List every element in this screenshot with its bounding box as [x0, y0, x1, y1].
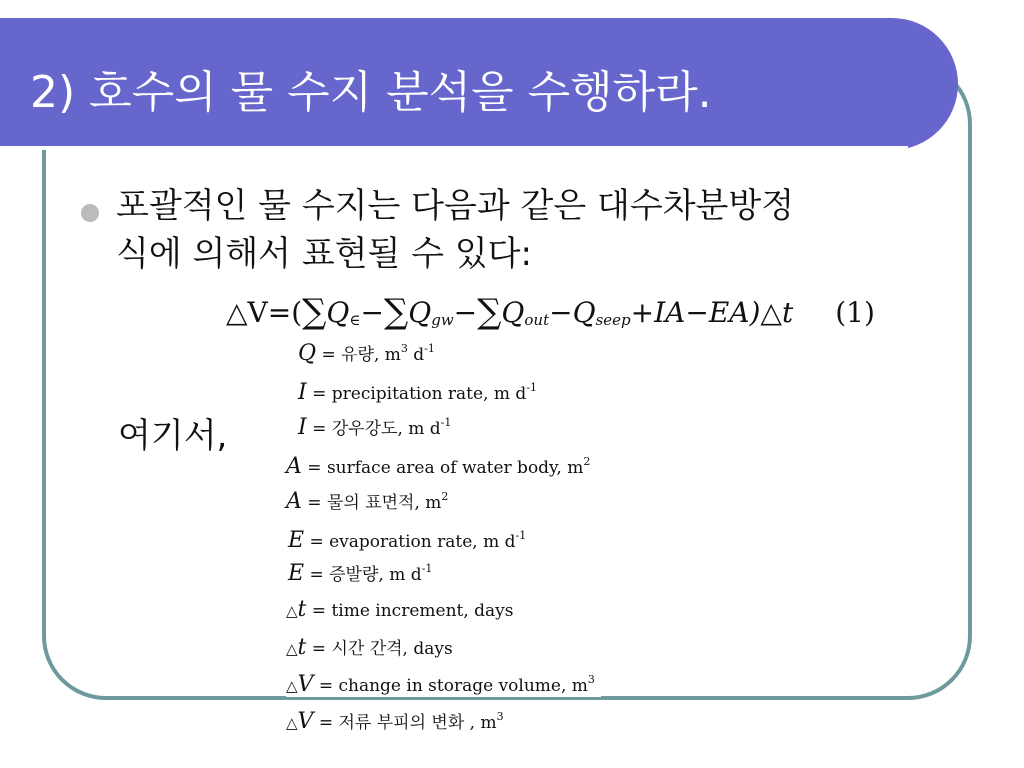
- bullet-line-2: 식에 의해서 표현될 수 있다:: [116, 234, 532, 274]
- definition-row: [286, 672, 601, 697]
- variable-symbol: Q: [298, 341, 317, 366]
- definition-unit: d: [407, 345, 425, 365]
- unit-exponent: -1: [421, 562, 433, 575]
- title-underline: [0, 146, 908, 150]
- definition-text: = 물의 표면적, m: [301, 493, 442, 513]
- q-seep-subscript: seep: [595, 311, 631, 329]
- equation-lhs: △V=(: [226, 295, 303, 329]
- delta-symbol: △: [286, 640, 298, 658]
- definition-text: = 유량, m: [316, 345, 401, 365]
- definition-text: = change in storage volume, m: [313, 676, 588, 696]
- variable-symbol: I: [298, 415, 307, 440]
- sum-symbol: ∑: [383, 292, 409, 332]
- variable-symbol: E: [288, 528, 305, 553]
- unit-exponent: 3: [400, 342, 408, 355]
- minus-sign: −: [453, 295, 478, 329]
- variable-symbol: A: [286, 454, 302, 479]
- unit-exponent: -1: [515, 529, 527, 542]
- definition-text: = time increment, days: [306, 601, 514, 621]
- title-bar: [0, 18, 958, 150]
- variable-symbol: V: [297, 672, 314, 697]
- unit-exponent: 3: [587, 673, 595, 686]
- unit-exponent: -1: [424, 342, 435, 355]
- minus-sign: −: [360, 295, 384, 329]
- sum-symbol: ∑: [302, 292, 327, 332]
- unit-exponent: 3: [496, 710, 504, 723]
- definition-row: [298, 340, 441, 366]
- definition-row: [286, 708, 510, 734]
- variable-symbol: A: [286, 489, 302, 514]
- definition-row: [286, 454, 596, 479]
- unit-exponent: -1: [526, 381, 538, 394]
- definition-text: = 저류 부피의 변화 , m: [313, 713, 497, 733]
- minus-sign: −: [549, 295, 573, 329]
- definition-text: = evaporation rate, m d: [304, 532, 516, 552]
- variable-symbol: E: [288, 561, 305, 586]
- definition-row: [286, 597, 520, 622]
- equation-number: (1): [835, 295, 875, 329]
- variable-symbol: V: [297, 709, 314, 734]
- delta-symbol: △: [286, 602, 298, 620]
- slide-title: 2) 호수의 물 수지 분석을 수행하라.: [30, 67, 712, 118]
- definition-row: [286, 634, 459, 660]
- definition-row: [298, 414, 457, 440]
- delta-symbol: △: [286, 677, 298, 695]
- variable-symbol: t: [297, 635, 307, 660]
- bullet-text: [116, 182, 956, 278]
- variable-symbol: I: [298, 380, 307, 405]
- delta-symbol: △: [286, 714, 298, 732]
- unit-exponent: 2: [441, 490, 449, 503]
- water-balance-equation: [226, 288, 875, 336]
- q-symbol: Q: [501, 295, 525, 329]
- definition-row: [288, 528, 532, 553]
- definition-row: [286, 488, 454, 514]
- definition-row: [288, 560, 438, 586]
- definition-text: = precipitation rate, m d: [306, 384, 527, 404]
- definition-text: = 증발량, m d: [304, 565, 422, 585]
- bullet-icon: [81, 204, 99, 222]
- variable-symbol: t: [297, 597, 307, 622]
- q-symbol: Q: [326, 295, 350, 329]
- unit-exponent: -1: [440, 416, 452, 429]
- sum-symbol: ∑: [477, 292, 502, 332]
- q-gw-subscript: gw: [431, 311, 454, 329]
- where-label: 여기서,: [118, 416, 228, 456]
- definition-text: = surface area of water body, m: [301, 458, 584, 478]
- definition-text: = 시간 간격, days: [306, 639, 453, 659]
- q-symbol: Q: [408, 295, 432, 329]
- q-in-subscript: ∈: [349, 311, 361, 329]
- unit-exponent: 2: [583, 455, 591, 468]
- definition-row: [298, 380, 543, 405]
- equation-tail: +IA−EA)△t: [630, 295, 794, 329]
- bullet-line-1: 포괄적인 물 수지는 다음과 같은 대수차분방정: [116, 186, 795, 226]
- definition-text: = 강우강도, m d: [306, 419, 441, 439]
- q-out-subscript: out: [524, 311, 550, 329]
- q-symbol: Q: [572, 295, 596, 329]
